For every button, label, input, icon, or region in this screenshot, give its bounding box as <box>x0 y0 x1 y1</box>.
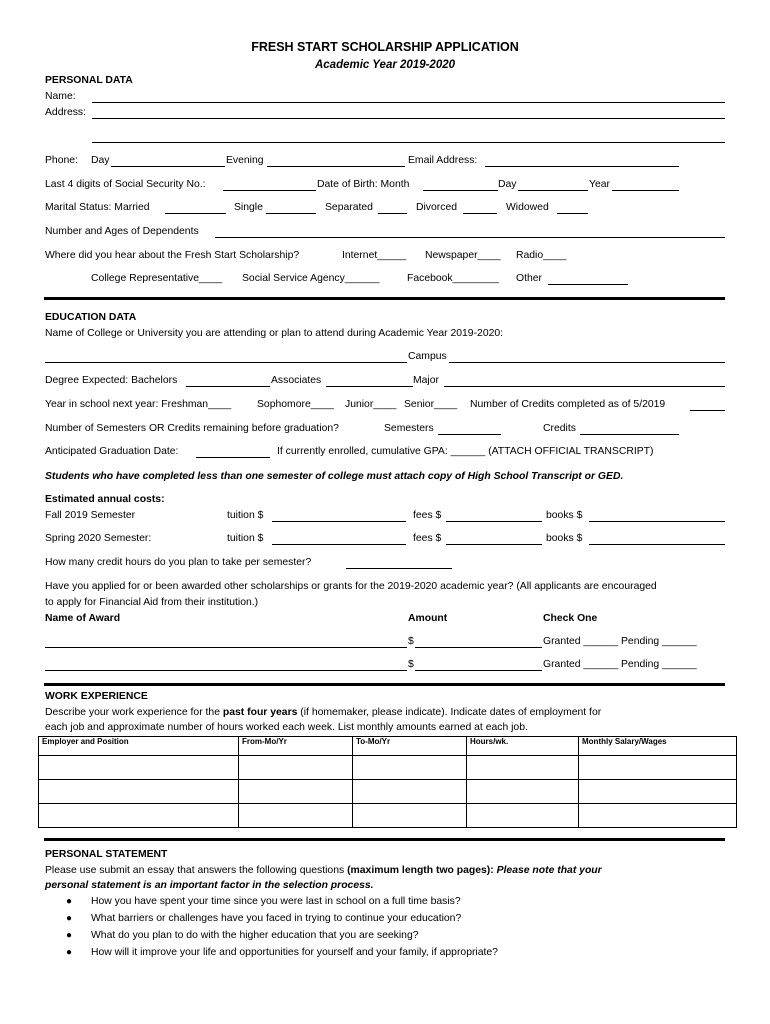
hear-about-label: Where did you hear about the Fresh Start Scholarship? <box>45 250 300 261</box>
section-heading-work: WORK EXPERIENCE <box>45 691 148 702</box>
amount-header: Amount <box>408 613 448 624</box>
work-desc-part1: Describe your work experience for the <box>45 707 220 718</box>
degree-label: Degree Expected: Bachelors <box>45 375 178 386</box>
bachelors-field[interactable] <box>186 386 270 387</box>
award-name-header: Name of Award <box>45 613 121 624</box>
spring-books-label: books $ <box>546 533 583 544</box>
college-question: Name of College or University you are attending or plan to attend during Academic Year 2019-2020: <box>45 328 504 339</box>
bullet-icon: ● <box>66 896 73 907</box>
table-cell[interactable] <box>353 804 467 828</box>
phone-evening-field[interactable] <box>267 166 405 167</box>
table-cell[interactable] <box>579 804 737 828</box>
bullet-icon: ● <box>66 930 73 941</box>
statement-intro <box>45 865 602 877</box>
table-cell[interactable] <box>467 756 579 780</box>
dob-day-label: Day <box>498 179 517 190</box>
statement-question-1: How you have spent your time since you were last in school on a full time basis? <box>91 896 461 907</box>
award-amount-field-2[interactable] <box>415 670 542 671</box>
option-other-field[interactable] <box>548 284 628 285</box>
junior-option[interactable]: Junior____ <box>345 399 397 410</box>
credits-field[interactable] <box>580 434 679 435</box>
dob-year-field[interactable] <box>612 190 679 191</box>
table-cell[interactable] <box>467 804 579 828</box>
spring-fees-label: fees $ <box>413 533 442 544</box>
semesters-field[interactable] <box>438 434 501 435</box>
separated-field[interactable] <box>378 213 407 214</box>
campus-field[interactable] <box>449 362 725 363</box>
statement-question-3: What do you plan to do with the higher education that you are seeking? <box>91 930 419 941</box>
table-header-row <box>39 737 737 756</box>
spring-semester-label: Spring 2020 Semester: <box>45 533 152 544</box>
award-name-field-2[interactable] <box>45 670 407 671</box>
table-cell[interactable] <box>239 780 353 804</box>
fall-fees-label: fees $ <box>413 510 442 521</box>
col-employer: Employer and Position <box>39 737 239 756</box>
fall-tuition-label: tuition $ <box>227 510 264 521</box>
phone-label: Phone: <box>45 155 78 166</box>
table-cell[interactable] <box>353 756 467 780</box>
divorced-field[interactable] <box>463 213 497 214</box>
major-label: Major <box>413 375 439 386</box>
senior-option[interactable]: Senior____ <box>404 399 458 410</box>
section-heading-education: EDUCATION DATA <box>45 312 137 323</box>
page-title: FRESH START SCHOLARSHIP APPLICATION <box>251 40 519 54</box>
award-dollar-sign-1: $ <box>408 636 414 647</box>
scholarships-question: Have you applied for or been awarded other scholarships or grants for the 2019-2020 academic year? (All applicants are encouraged <box>45 581 657 592</box>
table-cell[interactable] <box>39 756 239 780</box>
costs-heading: Estimated annual costs: <box>45 494 165 505</box>
work-description-line2: each job and approximate number of hours worked each week. List monthly amounts earned at each job. <box>45 722 528 733</box>
credits-completed-field[interactable] <box>690 410 725 411</box>
campus-label: Campus <box>408 351 447 362</box>
spring-fees-field[interactable] <box>446 544 542 545</box>
married-field[interactable] <box>165 213 226 214</box>
associates-label: Associates <box>271 375 322 386</box>
fall-tuition-field[interactable] <box>272 521 406 522</box>
single-label: Single <box>234 202 263 213</box>
statement-max-length: (maximum length two pages): <box>347 865 494 876</box>
option-internet[interactable]: Internet_____ <box>342 250 407 261</box>
dob-month-field[interactable] <box>423 190 498 191</box>
bullet-icon: ● <box>66 913 73 924</box>
divorced-label: Divorced <box>416 202 457 213</box>
statement-question-4: How will it improve your life and opportunities for yourself and your family, if appropriate? <box>91 947 498 958</box>
widowed-label: Widowed <box>506 202 549 213</box>
gpa-label: If currently enrolled, cumulative GPA: ______ (ATTACH OFFICIAL TRANSCRIPT) <box>277 446 654 457</box>
address-label: Address: <box>45 107 87 118</box>
widowed-field[interactable] <box>557 213 588 214</box>
address-field[interactable] <box>92 118 725 119</box>
option-facebook[interactable]: Facebook________ <box>407 273 499 284</box>
option-social-service[interactable]: Social Service Agency______ <box>242 273 380 284</box>
fall-fees-field[interactable] <box>446 521 542 522</box>
statement-intro-text: Please use submit an essay that answers the following questions <box>45 865 345 876</box>
dob-year-label: Year <box>589 179 610 190</box>
col-salary: Monthly Salary/Wages <box>579 737 737 756</box>
separated-label: Separated <box>325 202 373 213</box>
college-field[interactable] <box>45 362 407 363</box>
bullet-icon: ● <box>66 947 73 958</box>
credits-completed-label: Number of Credits completed as of 5/2019 <box>470 399 666 410</box>
associates-field[interactable] <box>326 386 413 387</box>
address-field-line2[interactable] <box>92 142 725 143</box>
dob-month-label: Date of Birth: Month <box>317 179 410 190</box>
dob-day-field[interactable] <box>518 190 588 191</box>
fall-books-field[interactable] <box>589 521 725 522</box>
credit-hours-label: How many credit hours do you plan to take per semester? <box>45 557 312 568</box>
section-heading-personal: PERSONAL DATA <box>45 75 133 86</box>
spring-books-field[interactable] <box>589 544 725 545</box>
page-subtitle: Academic Year 2019-2020 <box>314 59 456 71</box>
table-row <box>39 756 737 780</box>
statement-note-line2: personal statement is an important factor in the selection process. <box>45 880 374 891</box>
semesters-remaining-label: Number of Semesters OR Credits remaining before graduation? <box>45 423 339 434</box>
email-field[interactable] <box>485 166 679 167</box>
option-newspaper[interactable]: Newspaper____ <box>425 250 501 261</box>
option-college-rep[interactable]: College Representative____ <box>91 273 223 284</box>
table-row <box>39 780 737 804</box>
option-radio[interactable]: Radio____ <box>516 250 567 261</box>
spring-tuition-label: tuition $ <box>227 533 264 544</box>
section-heading-statement: PERSONAL STATEMENT <box>45 849 168 860</box>
name-label: Name: <box>45 91 76 102</box>
table-cell[interactable] <box>39 780 239 804</box>
sophomore-option[interactable]: Sophomore____ <box>257 399 334 410</box>
grad-date-field[interactable] <box>196 457 270 458</box>
ssn-field[interactable] <box>223 190 316 191</box>
work-experience-table <box>38 736 737 828</box>
award-name-field-1[interactable] <box>45 647 407 648</box>
year-next-label[interactable]: Year in school next year: Freshman____ <box>45 399 232 410</box>
option-other-label: Other <box>516 273 542 284</box>
scholarships-question-line2: to apply for Financial Aid from their institution.) <box>45 597 259 608</box>
table-cell[interactable] <box>239 756 353 780</box>
credit-hours-field[interactable] <box>346 568 452 569</box>
check-one-header: Check One <box>543 613 598 624</box>
section-divider <box>44 683 725 686</box>
grad-date-label: Anticipated Graduation Date: <box>45 446 179 457</box>
phone-evening-label: Evening <box>226 155 264 166</box>
table-cell[interactable] <box>239 804 353 828</box>
table-cell[interactable] <box>579 780 737 804</box>
single-field[interactable] <box>266 213 316 214</box>
major-field[interactable] <box>444 386 725 387</box>
col-to: To-Mo/Yr <box>353 737 467 756</box>
ssn-label: Last 4 digits of Social Security No.: <box>45 179 206 190</box>
section-divider <box>44 838 725 841</box>
statement-note: Please note that your <box>496 865 602 876</box>
spring-tuition-field[interactable] <box>272 544 406 545</box>
award-status-2[interactable]: Granted ______ Pending ______ <box>543 659 697 670</box>
marital-label: Marital Status: Married <box>45 202 150 213</box>
award-amount-field-1[interactable] <box>415 647 542 648</box>
credits-label: Credits <box>543 423 576 434</box>
work-desc-bold: past four years <box>222 707 298 718</box>
phone-day-field[interactable] <box>111 166 225 167</box>
name-field[interactable] <box>92 102 725 103</box>
section-divider <box>44 297 725 300</box>
table-cell[interactable] <box>467 780 579 804</box>
email-label: Email Address: <box>408 155 478 166</box>
work-description <box>45 707 601 719</box>
table-cell[interactable] <box>579 756 737 780</box>
col-hours: Hours/wk. <box>467 737 579 756</box>
table-cell[interactable] <box>353 780 467 804</box>
semesters-label: Semesters <box>384 423 434 434</box>
dependents-label: Number and Ages of Dependents <box>45 226 199 237</box>
work-desc-part2: (if homemaker, please indicate). Indicate dates of employment for <box>300 707 602 718</box>
table-row <box>39 804 737 828</box>
statement-question-2: What barriers or challenges have you faced in trying to continue your education? <box>91 913 462 924</box>
transcript-notice: Students who have completed less than one semester of college must attach copy of High School Transcript or GED. <box>45 471 624 482</box>
award-dollar-sign-2: $ <box>408 659 414 670</box>
fall-semester-label: Fall 2019 Semester <box>45 510 136 521</box>
col-from: From-Mo/Yr <box>239 737 353 756</box>
award-status-1[interactable]: Granted ______ Pending ______ <box>543 636 697 647</box>
phone-day-label: Day <box>91 155 110 166</box>
fall-books-label: books $ <box>546 510 583 521</box>
table-cell[interactable] <box>39 804 239 828</box>
dependents-field[interactable] <box>215 237 725 238</box>
